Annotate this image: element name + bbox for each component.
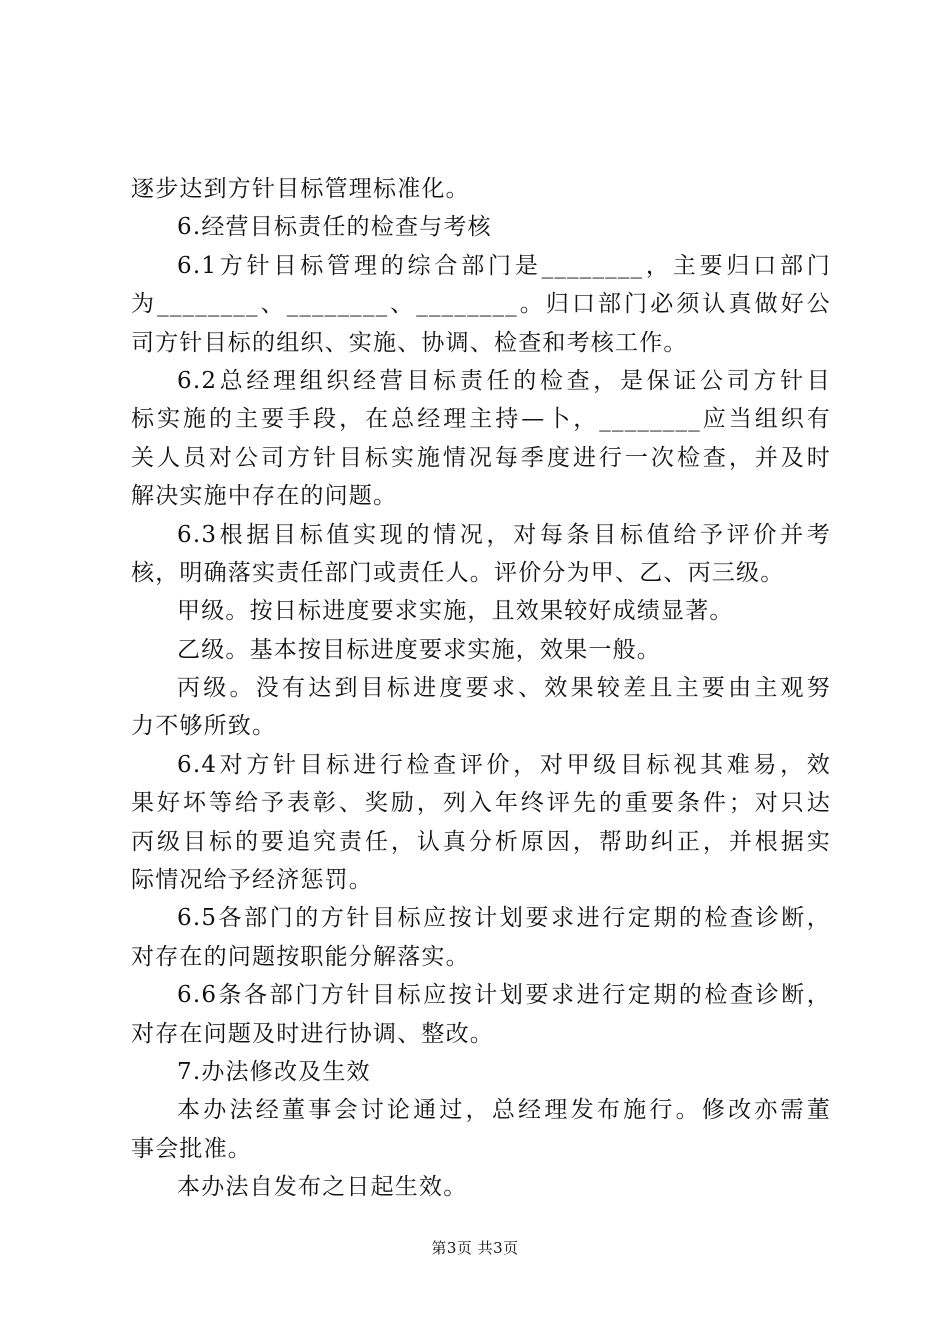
- text-line: 果好坏等给予表彰、奖励，列入年终评先的重要条件；对只达: [131, 790, 831, 817]
- text-line: 事会批准。: [131, 1135, 252, 1162]
- text-line: 对存在的问题按职能分解落实。: [131, 943, 470, 970]
- text-line: 力不够所致。: [131, 713, 277, 740]
- page-number-footer: 第3页 共3页: [431, 1239, 519, 1257]
- text-line: 6.5各部门的方针目标应按计划要求进行定期的检查诊断，: [177, 905, 831, 932]
- text-line: 本办法经董事会讨论通过，总经理发布施行。修改亦需董: [177, 1097, 831, 1124]
- text-line: 6.3根据目标值实现的情况，对每条目标值给予评价并考: [177, 521, 831, 548]
- text-line: 乙级。基本按目标进度要求实施，效果一般。: [177, 636, 661, 663]
- text-line: 丙级。没有达到目标进度要求、效果较差且主要由主观努: [177, 675, 831, 702]
- text-line: 对存在问题及时进行协调、整改。: [131, 1020, 494, 1047]
- text-line: 6.1方针目标管理的综合部门是________，主要归口部门: [177, 252, 831, 279]
- text-line: 际情况给予经济惩罚。: [131, 867, 373, 894]
- text-line: 6.4对方针目标进行检查评价，对甲级目标视其难易，效: [177, 751, 831, 778]
- text-line: 7.办法修改及生效: [177, 1058, 371, 1085]
- text-line: 关人员对公司方针目标实施情况每季度进行一次检查，并及时: [131, 444, 831, 471]
- text-line: 为________、________、________。归口部门必须认真做好公: [131, 291, 831, 318]
- text-line: 核，明确落实责任部门或责任人。评价分为甲、乙、丙三级。: [131, 559, 785, 586]
- document-body: [131, 170, 831, 1207]
- text-line: 甲级。按日标进度要求实施，且效果较好成绩显著。: [177, 598, 734, 625]
- text-line: 丙级目标的要追究责任，认真分析原因，帮助纠正，并根据实: [131, 828, 831, 855]
- text-line: 司方针目标的组织、实施、协调、检查和考核工作。: [131, 329, 688, 356]
- text-line: 6.2总经理组织经营目标责任的检查，是保证公司方针目: [177, 367, 831, 394]
- text-line: 逐步达到方针目标管理标准化。: [131, 176, 470, 202]
- text-line: 6.经营目标责任的检查与考核: [177, 214, 492, 241]
- text-line: 本办法自发布之日起生效。: [177, 1174, 468, 1201]
- text-line: 标实施的主要手段，在总经理主持—卜，________应当组织有: [131, 406, 831, 433]
- text-line: 解决实施中存在的问题。: [131, 483, 398, 510]
- text-line: 6.6条各部门方针目标应按计划要求进行定期的检查诊断，: [177, 982, 831, 1009]
